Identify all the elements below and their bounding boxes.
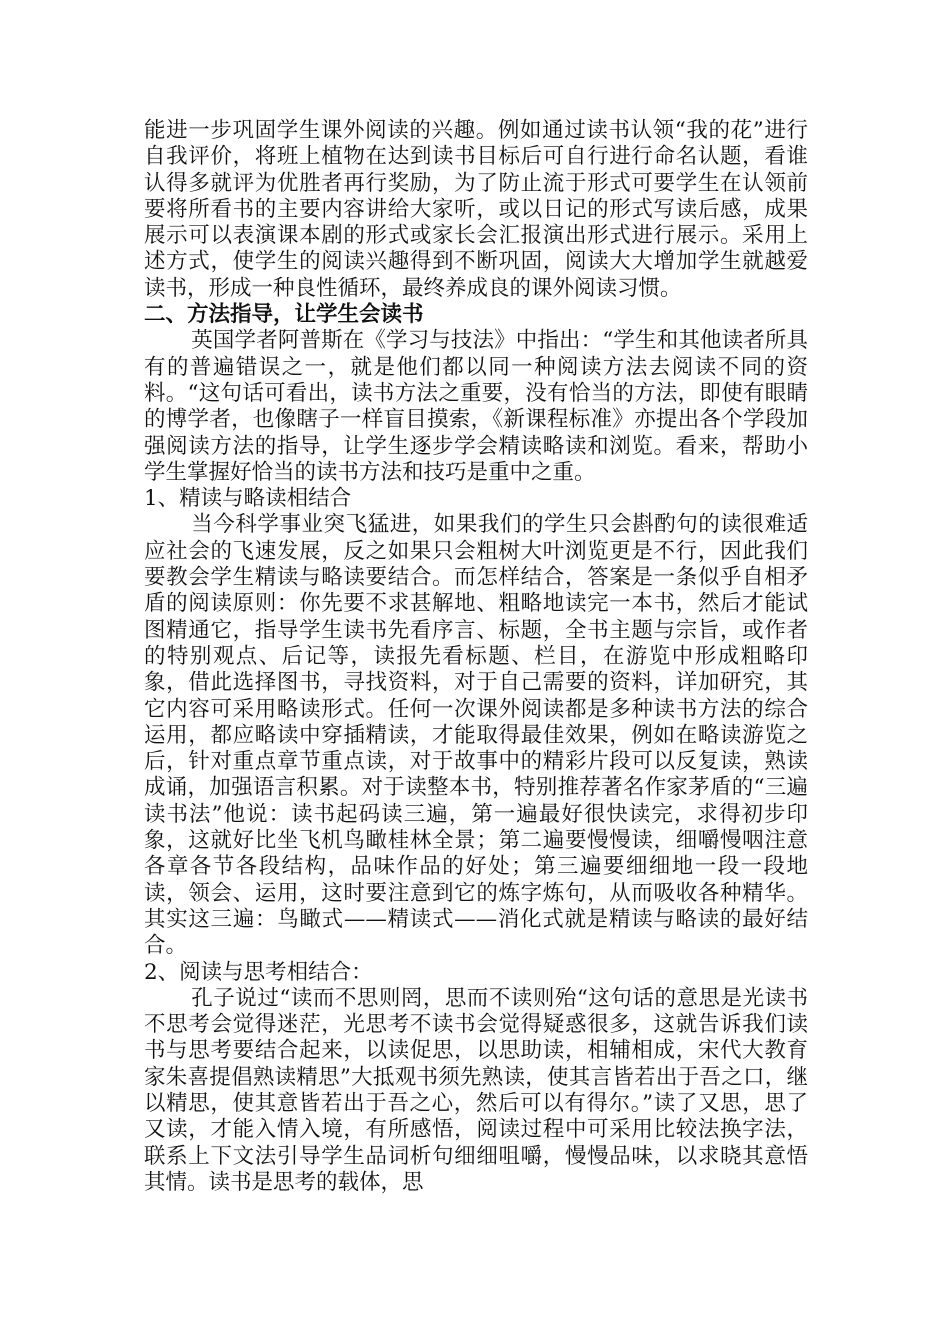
section-heading: 二、方法指导，让学生会读书: [144, 302, 424, 328]
subsection-heading: 2、阅读与思考相结合：: [144, 959, 373, 985]
subsection-heading: 1、精读与略读相结合: [144, 486, 352, 512]
body-paragraph: 当今科学事业突飞猛进，如果我们的学生只会斟酌句的读很难适应社会的飞速发展，反之如果只会粗树大叶浏览更是不行，因此我们要教会学生精读与略读要结合。而怎样结合，答案是一条似乎自相矛盾的阅读原则：你先要不求甚解地、粗略地读完一本书，然后才能试图精通它，指导学生读书先看序言、标题，全书主题与宗旨，或作者的特别观点、后记等，读报先看标题、栏目，在游览中形成粗略印象，借此选择图书，寻找资料，对于自己需要的资料，详加研究，其它内容可采用略读形式。任何一次课外阅读都是多种读书方法的综合运用，都应略读中穿插精读，才能取得最佳效果，例如在略读游览之后，针对重点章节重点读，对于故事中的精彩片段可以反复读，熟读成诵，加强语言积累。对于读整本书，特别推荐著名作家茅盾的“三遍读书法”他说：读书起码读三遍，第一遍最好很快读完，求得初步印象，这就好比坐飞机鸟瞰桂林全景；第二遍要慢慢读，细嚼慢咽注意各章各节各段结构，品味作品的好处；第三遍要细细地一段一段地读，领会、运用，这时要注意到它的炼字炼句，从而吸收各种精华。其实这三遍：鸟瞰式——精读式——消化式就是精读与略读的最好结合。: [144, 512, 808, 959]
body-paragraph: 能进一步巩固学生课外阅读的兴趣。例如通过读书认领“我的花”进行自我评价，将班上植物在达到读书目标后可自行进行命名认题，看谁认得多就评为优胜者再行奖励，为了防止流于形式可要学生在认领前要将所看书的主要内容讲给大家听，或以日记的形式写读后感，成果展示可以表演课本剧的形式或家长会汇报演出形式进行展示。采用上述方式，使学生的阅读兴趣得到不断巩固，阅读大大增加学生就越爱读书，形成一种良性循环，最终养成良的课外阅读习惯。: [144, 118, 808, 301]
body-paragraph: 孔子说过“读而不思则罔，思而不读则殆“这句话的意思是光读书不思考会觉得迷茫，光思考不读书会觉得疑惑很多，这就告诉我们读书与思考要结合起来，以读促思，以思助读，相辅相成，宋代大教育家朱喜提倡熟读精思”大抵观书须先熟读，使其言皆若出于吾之口，继以精思，使其意皆若出于吾之心，然后可以有得尔。”读了又思，思了又读，才能入情入境，有所感悟，阅读过程中可采用比较法换字法，联系上下文法引导学生品词析句细细咀嚼，慢慢品味，以求晓其意悟其情。读书是思考的载体，思: [144, 985, 808, 1195]
document-page: [144, 118, 808, 1196]
body-paragraph: 英国学者阿普斯在《学习与技法》中指出：“学生和其他读者所具有的普遍错误之一，就是他们都以同一种阅读方法去阅读不同的资料。“这句话可看出，读书方法之重要，没有恰当的方法，即使有眼睛的博学者，也像瞎子一样盲目摸索，《新课程标准》亦提出各个学段加强阅读方法的指导，让学生逐步学会精读略读和浏览。看来，帮助小学生掌握好恰当的读书方法和技巧是重中之重。: [144, 328, 808, 485]
